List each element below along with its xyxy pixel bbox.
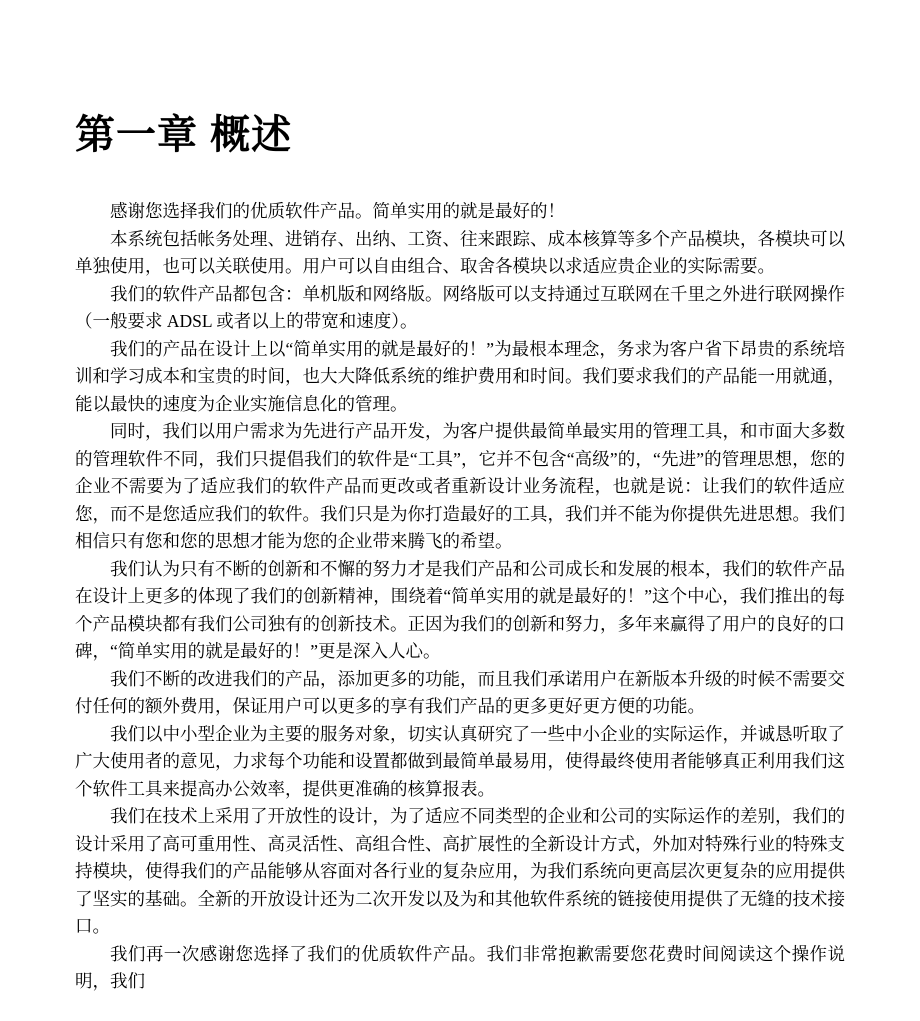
paragraph: 我们再一次感谢您选择了我们的优质软件产品。我们非常抱歉需要您花费时间阅读这个操作说明，我们	[75, 943, 845, 991]
paragraph: 我们在技术上采用了开放性的设计，为了适应不同类型的企业和公司的实际运作的差别，我们的设计采用了高可重用性、高灵活性、高组合性、高扩展性的全新设计方式，外加对特殊行业的特殊支持模块，使得我们的产品能够从容面对各行业的复杂应用，为我们系统向更高层次更复杂的应用提供了坚实的基础。全新的开放设计还为二次开发以及为和其他软件系统的链接使用提供了无缝的技术接口。	[75, 806, 845, 936]
paragraph: 我们的产品在设计上以“简单实用的就是最好的！”为最根本理念，务求为客户省下昂贵的系统培训和学习成本和宝贵的时间，也大大降低系统的维护费用和时间。我们要求我们的产品能一用就通，能以最快的速度为企业实施信息化的管理。	[75, 338, 845, 414]
chapter-title: 第一章 概述	[75, 113, 293, 157]
paragraph: 本系统包括帐务处理、进销存、出纳、工资、往来跟踪、成本核算等多个产品模块，各模块可以单独使用，也可以关联使用。用户可以自由组合、取舍各模块以求适应贵企业的实际需要。	[75, 228, 845, 276]
paragraph: 同时，我们以用户需求为先进行产品开发，为客户提供最简单最实用的管理工具，和市面大多数的管理软件不同，我们只提倡我们的软件是“工具”，它并不包含“高级”的，“先进”的管理思想，您的企业不需要为了适应我们的软件产品而更改或者重新设计业务流程，也就是说：让我们的软件适应您，而不是您适应我们的软件。我们只是为你打造最好的工具，我们并不能为你提供先进思想。我们相信只有您和您的思想才能为您的企业带来腾飞的希望。	[75, 421, 845, 551]
paragraph: 感谢您选择我们的优质软件产品。简单实用的就是最好的！	[110, 201, 565, 221]
paragraph: 我们以中小型企业为主要的服务对象，切实认真研究了一些中小企业的实际运作，并诚恳听取了广大使用者的意见，力求每个功能和设置都做到最简单最易用，使得最终使用者能够真正利用我们这个软件工具来提高办公效率，提供更准确的核算报表。	[75, 723, 845, 799]
paragraph: 我们认为只有不断的创新和不懈的努力才是我们产品和公司成长和发展的根本，我们的软件产品在设计上更多的体现了我们的创新精神，围绕着“简单实用的就是最好的！”这个中心，我们推出的每个产品模块都有我们公司独有的创新技术。正因为我们的创新和努力，多年来赢得了用户的良好的口碑，“简单实用的就是最好的！”更是深入人心。	[75, 558, 845, 661]
document-body	[75, 198, 845, 996]
paragraph: 我们的软件产品都包含：单机版和网络版。网络版可以支持通过互联网在千里之外进行联网操作（一般要求 ADSL 或者以上的带宽和速度）。	[75, 283, 845, 331]
paragraph: 我们不断的改进我们的产品，添加更多的功能，而且我们承诺用户在新版本升级的时候不需要交付任何的额外费用，保证用户可以更多的享有我们产品的更多更好更方便的功能。	[75, 668, 845, 716]
